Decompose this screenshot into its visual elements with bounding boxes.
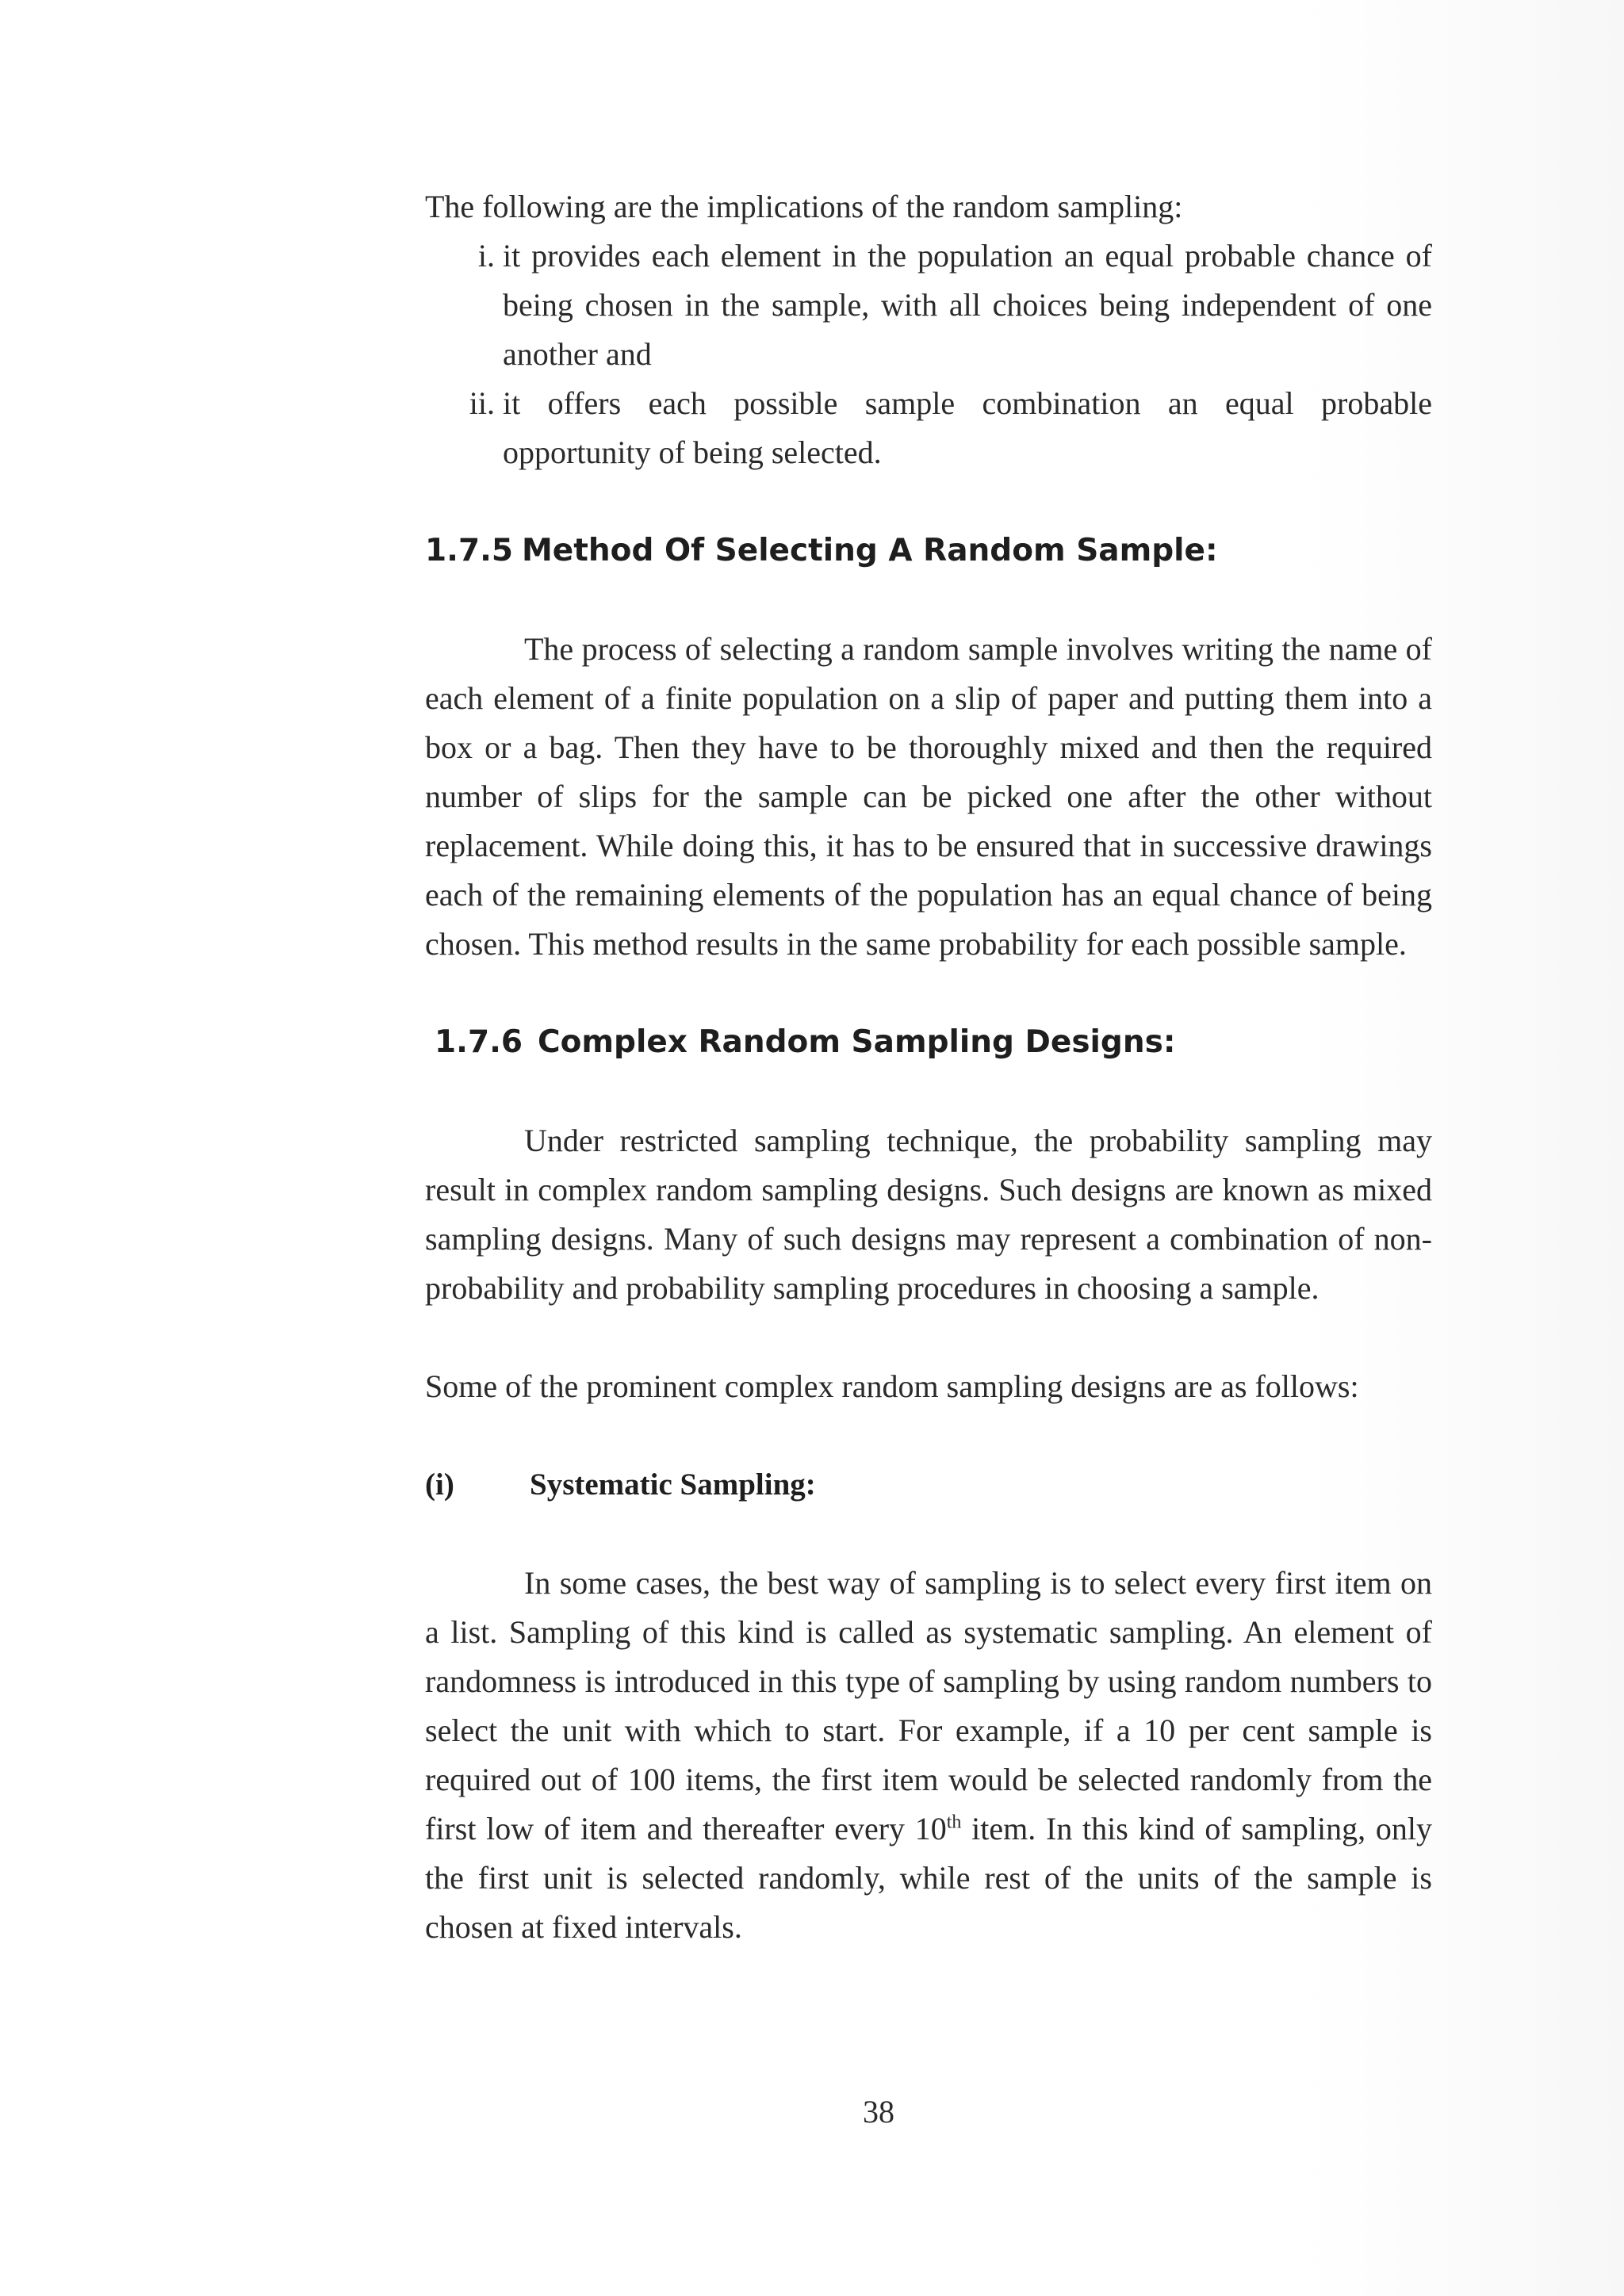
section-body-1-7-5: The process of selecting a random sample involves writing the name of each element of a finite population on a slip of paper and putting them into a box or a bag. Then they have to be thoroughly mixed and then the required number of slips for the sample can be picked one after the other without replacement. While doing this, it has to be ensured that in successive drawings each of the remaining elements of the population has an equal chance of being chosen. This method results in the same probability for each possible sample. xyxy=(425,631,1432,962)
body-text: In some cases, the best way of sampling is to select every first item on a list. Sampling of this kind is called as systematic sampling. An element of randomness is introduced in this type of sampling by using random numbers to select the unit with which to start. For example, if a 10 per cent sample is required out of 100 items, the first item would be selected randomly from the first low of item and thereafter every 10 xyxy=(425,1565,1432,1846)
section-heading-1-7-5 xyxy=(425,526,1432,576)
list-item-text: it provides each element in the population an equal probable chance of being chosen in the sample, with all choices being independent of one another and xyxy=(503,238,1432,372)
section-number: 1.7.5 xyxy=(425,533,514,568)
list-item xyxy=(425,379,1432,477)
section-number: 1.7.6 xyxy=(435,1024,523,1060)
intro-text: The following are the implications of the random sampling: xyxy=(425,189,1183,224)
list-marker: ii. xyxy=(469,385,495,421)
section-title: Method Of Selecting A Random Sample: xyxy=(522,533,1218,568)
systematic-sampling-body xyxy=(425,1559,1432,1952)
list-item-text: it offers each possible sample combination an equal probable opportunity of being selected. xyxy=(503,385,1432,470)
document-page xyxy=(425,182,1432,1952)
section-body-1-7-6: Under restricted sampling technique, the probability sampling may result in complex random sampling designs. Such designs are known as mixed sampling designs. Many of such designs may represent a combination of non-probability and probability sampling procedures in choosing a sample. xyxy=(425,1123,1432,1306)
list-item xyxy=(425,232,1432,379)
implications-list xyxy=(425,232,1432,477)
section-heading-1-7-6 xyxy=(425,1018,1432,1067)
subheading-systematic-sampling xyxy=(425,1460,1432,1510)
section-title: Complex Random Sampling Designs: xyxy=(538,1024,1176,1060)
superscript: th xyxy=(946,1812,962,1833)
subheading-title: Systematic Sampling: xyxy=(530,1468,816,1502)
designs-lead-text: Some of the prominent complex random sampling designs are as follows: xyxy=(425,1368,1359,1404)
list-marker: i. xyxy=(477,238,495,274)
body-text: item. In this kind of sampling, only the first unit is selected randomly, while rest of the units of the sample is chosen at fixed intervals. xyxy=(425,1811,1432,1945)
page-number: 38 xyxy=(863,2094,894,2130)
subheading-number: (i) xyxy=(425,1468,454,1502)
